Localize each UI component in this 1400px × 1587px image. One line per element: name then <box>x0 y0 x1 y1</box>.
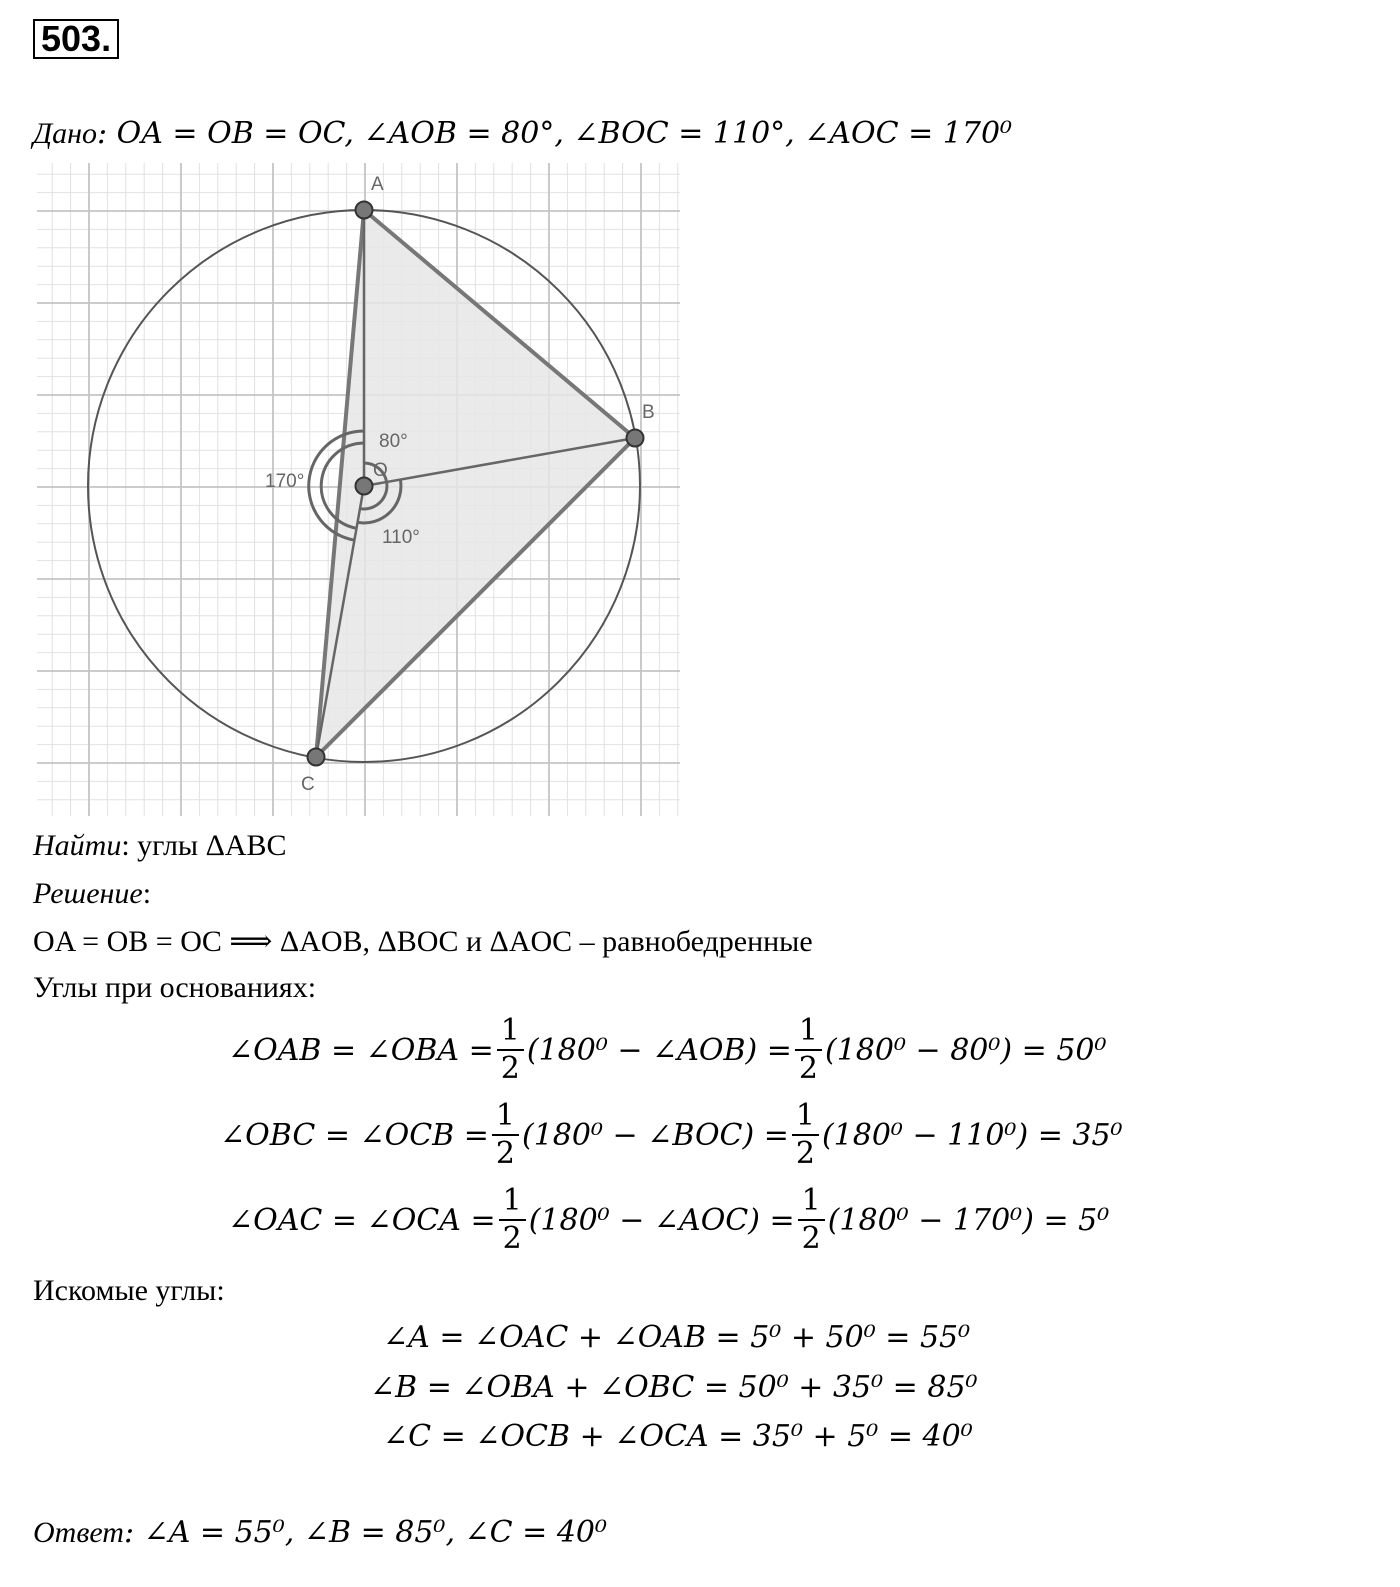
fraction-den: 2 <box>495 1136 515 1171</box>
equation-mid: (180⁰ − ∠AOC) = <box>528 1202 795 1238</box>
fraction-num: 1 <box>499 1186 526 1221</box>
point-c <box>308 749 325 766</box>
fraction-half <box>795 1013 822 1086</box>
given-label: Дано <box>33 117 97 150</box>
result-angle-a: ∠A = ∠OAC + ∠OAB = 5⁰ + 50⁰ = 55⁰ <box>383 1320 971 1355</box>
angle-label-170: 170° <box>265 471 305 492</box>
equation-lhs: ∠OBC = ∠OCB = <box>220 1117 489 1153</box>
equation-rhs: (180⁰ − 80⁰) = 50⁰ <box>825 1032 1107 1068</box>
find-text: : углы ΔABC <box>121 829 287 862</box>
solution-label: Решение <box>33 877 143 910</box>
given-text: : OA = OB = OC, ∠AOB = 80°, ∠BOC = 110°, ∠AOC = 170⁰ <box>96 116 1013 151</box>
answer-line <box>33 1515 607 1551</box>
fraction-half <box>499 1183 526 1256</box>
fraction-half <box>792 1098 819 1171</box>
equation-oab <box>228 1013 1107 1086</box>
label-b: B <box>642 402 655 423</box>
find-line <box>33 828 287 864</box>
equation-rhs: (180⁰ − 110⁰) = 35⁰ <box>821 1117 1123 1153</box>
label-a: A <box>371 174 384 195</box>
result-angle-b: ∠B = ∠OBA + ∠OBC = 50⁰ + 35⁰ = 85⁰ <box>370 1370 978 1405</box>
fraction-den: 2 <box>502 1221 522 1256</box>
fraction-den: 2 <box>801 1221 821 1256</box>
answer-label: Ответ <box>33 1516 124 1549</box>
find-label: Найти <box>33 829 122 862</box>
solution-heading <box>33 876 151 912</box>
fraction-num: 1 <box>492 1101 519 1136</box>
fraction-num: 1 <box>497 1016 524 1051</box>
angle-label-110: 110° <box>382 527 420 548</box>
equation-lhs: ∠OAB = ∠OBA = <box>228 1032 494 1068</box>
result-angle-c: ∠C = ∠OCB + ∠OCA = 35⁰ + 5⁰ = 40⁰ <box>383 1419 973 1454</box>
equation-mid: (180⁰ − ∠AOB) = <box>526 1032 792 1068</box>
point-o <box>356 478 373 495</box>
equation-lhs: ∠OAC = ∠OCA = <box>228 1202 496 1238</box>
base-angles-title: Углы при основаниях: <box>33 971 317 1004</box>
fraction-den: 2 <box>798 1051 818 1086</box>
point-a <box>356 202 373 219</box>
solution-colon: : <box>142 877 152 910</box>
angle-label-80: 80° <box>379 431 408 452</box>
fraction-den: 2 <box>500 1051 520 1086</box>
equation-rhs: (180⁰ − 170⁰) = 5⁰ <box>827 1202 1110 1238</box>
fraction-num: 1 <box>798 1186 825 1221</box>
sought-angles-title: Искомые углы: <box>33 1274 225 1307</box>
point-b <box>627 430 644 447</box>
equation-oac <box>228 1183 1110 1256</box>
answer-text: : ∠A = 55⁰, ∠B = 85⁰, ∠C = 40⁰ <box>123 1515 608 1550</box>
problem-number: 503. <box>33 19 119 59</box>
equation-obc <box>220 1098 1123 1171</box>
label-o: O <box>373 460 388 481</box>
equation-mid: (180⁰ − ∠BOC) = <box>522 1117 789 1153</box>
label-c: C <box>301 774 315 795</box>
fraction-num: 1 <box>792 1101 819 1136</box>
isosceles-line: OA = OB = OC ⟹ ΔAOB, ΔBOC и ΔAOC – равнобедренные <box>33 925 813 958</box>
fraction-num: 1 <box>795 1016 822 1051</box>
geometry-figure <box>0 0 700 830</box>
fraction-half <box>492 1098 519 1171</box>
fraction-half <box>497 1013 524 1086</box>
fraction-half <box>798 1183 825 1256</box>
fraction-den: 2 <box>795 1136 815 1171</box>
